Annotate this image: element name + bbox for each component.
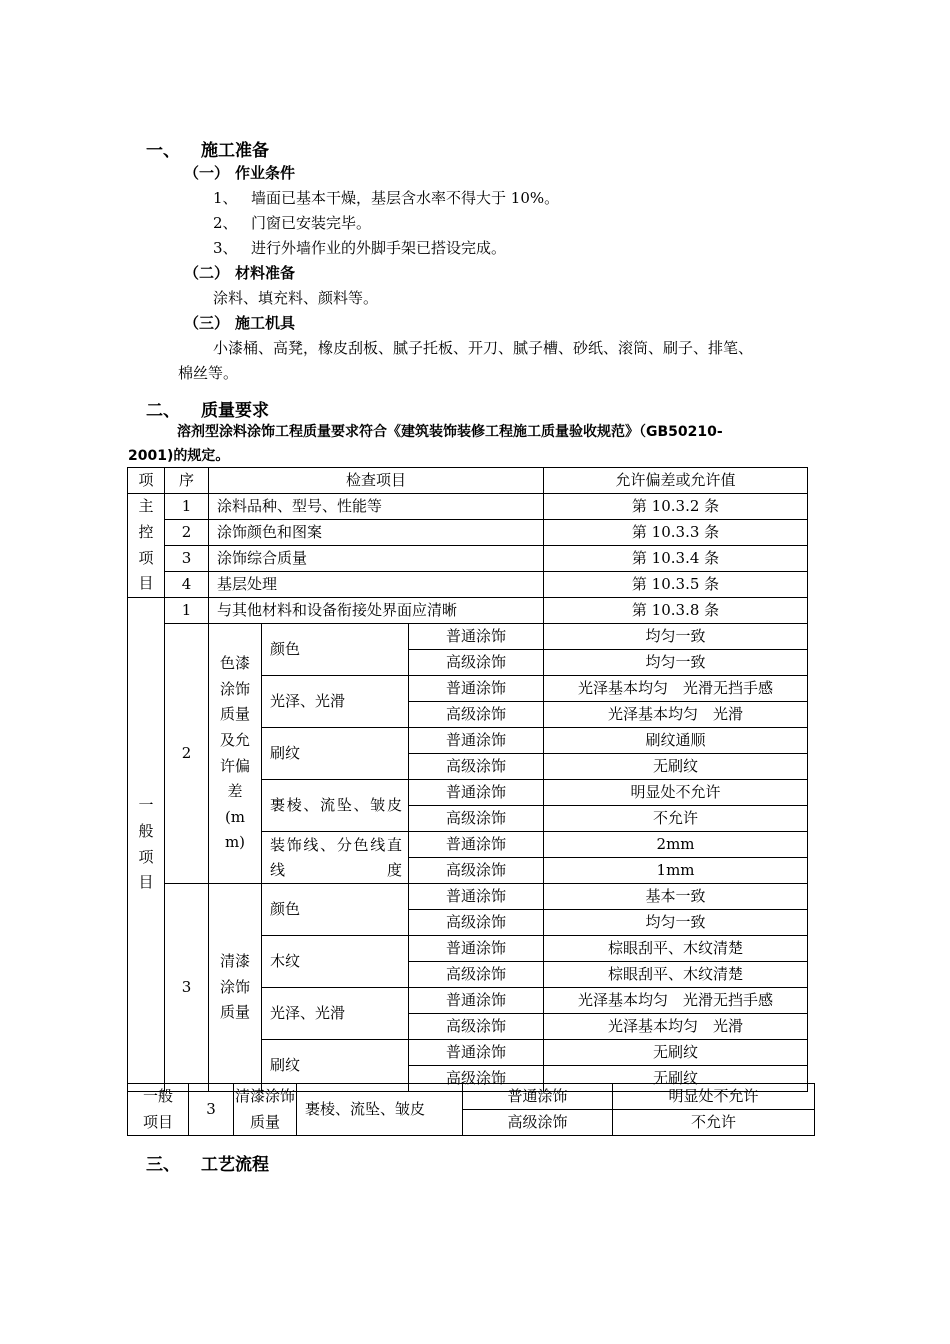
- group2-item-sag: 裹棱、流坠、皱皮: [262, 780, 409, 832]
- quality-intro-line-1: 溶剂型涂料涂饰工程质量要求符合《建筑装饰装修工程施工质量验收规范》（GB50210-: [177, 424, 723, 440]
- group2-sag-high: 不允许: [544, 806, 808, 832]
- grade-high: 高级涂饰: [463, 1110, 613, 1136]
- continuation-table: [127, 1083, 815, 1136]
- grade-high: 高级涂饰: [409, 650, 544, 676]
- group3-item-color: 颜色: [262, 884, 409, 936]
- table-row: [128, 572, 808, 598]
- sub3-number: （三）: [184, 314, 230, 332]
- grade-high: 高级涂饰: [409, 806, 544, 832]
- section2-title: 质量要求: [201, 401, 269, 421]
- group2-item-color: 颜色: [262, 624, 409, 676]
- table-row: [128, 494, 808, 520]
- section3-number: 三、: [146, 1155, 180, 1175]
- group3-item-gloss: 光泽、光滑: [262, 988, 409, 1040]
- table-row: [128, 598, 808, 624]
- group3-color-normal: 基本一致: [544, 884, 808, 910]
- condition-1-text: 墙面已基本干燥，基层含水率不得大于 10%。: [251, 189, 560, 207]
- group2-item-straightness: 装饰线、分色线直线度: [262, 832, 409, 884]
- section3-title: 工艺流程: [201, 1155, 269, 1175]
- extra-seq: 3: [189, 1084, 234, 1136]
- grade-normal: 普通涂饰: [409, 988, 544, 1014]
- group2-color-high: 均匀一致: [544, 650, 808, 676]
- header-check-item: 检查项目: [209, 468, 544, 494]
- group2-color-normal: 均匀一致: [544, 624, 808, 650]
- main-seq-3: 3: [165, 546, 209, 572]
- grade-normal: 普通涂饰: [409, 1040, 544, 1066]
- sub3-title: 施工机具: [235, 314, 296, 332]
- sub2-title: 材料准备: [235, 264, 296, 282]
- grade-high: 高级涂饰: [409, 1014, 544, 1040]
- group2-brush-normal: 刷纹通顺: [544, 728, 808, 754]
- quality-intro-line-2: 2001)的规定。: [128, 448, 230, 464]
- extra-label: 清漆涂饰质量: [234, 1084, 297, 1136]
- table-row: [128, 520, 808, 546]
- group2-item-gloss: 光泽、光滑: [262, 676, 409, 728]
- condition-3-text: 进行外墙作业的外脚手架已搭设完成。: [251, 239, 507, 257]
- grade-high: 高级涂饰: [409, 702, 544, 728]
- condition-1-num: 1、: [213, 189, 238, 207]
- condition-2-text: 门窗已安装完毕。: [251, 214, 372, 232]
- grade-normal: 普通涂饰: [409, 832, 544, 858]
- general-item-1: 与其他材料和设备衔接处界面应清晰: [209, 598, 544, 624]
- group3-item-grain: 木纹: [262, 936, 409, 988]
- grade-normal: 普通涂饰: [463, 1084, 613, 1110]
- tools-line-1: 小漆桶、高凳，橡皮刮板、腻子托板、开刀、腻子槽、砂纸、滚筒、刷子、排笔、: [213, 339, 754, 357]
- grade-high: 高级涂饰: [409, 858, 544, 884]
- sub1-number: （一）: [184, 164, 230, 182]
- group3-grain-normal: 棕眼刮平、木纹清楚: [544, 936, 808, 962]
- table-row: [128, 624, 808, 650]
- grade-high: 高级涂饰: [409, 910, 544, 936]
- header-allowed-value: 允许偏差或允许值: [544, 468, 808, 494]
- group3-item-brush: 刷纹: [262, 1040, 409, 1092]
- condition-2-num: 2、: [213, 214, 238, 232]
- main-value-3: 第 10.3.4 条: [544, 546, 808, 572]
- grade-high: 高级涂饰: [409, 1066, 544, 1092]
- extra-high-value: 不允许: [613, 1110, 815, 1136]
- group2-sag-normal: 明显处不允许: [544, 780, 808, 806]
- group3-brush-normal: 无刷纹: [544, 1040, 808, 1066]
- section1-number: 一、: [146, 141, 180, 161]
- group2-gloss-high: 光泽基本均匀 光滑: [544, 702, 808, 728]
- main-seq-4: 4: [165, 572, 209, 598]
- group2-gloss-normal: 光泽基本均匀 光滑无挡手感: [544, 676, 808, 702]
- group3-label: 清漆涂饰质量: [209, 884, 262, 1092]
- group2-straightness-high: 1mm: [544, 858, 808, 884]
- table-row: [128, 546, 808, 572]
- group2-seq: 2: [165, 624, 209, 884]
- materials-text: 涂料、填充料、颜料等。: [213, 289, 379, 307]
- general-category: 一般项目: [128, 598, 165, 1092]
- main-value-4: 第 10.3.5 条: [544, 572, 808, 598]
- main-control-category: 主控项目: [128, 494, 165, 598]
- main-seq-2: 2: [165, 520, 209, 546]
- header-category: 项: [128, 468, 165, 494]
- main-seq-1: 1: [165, 494, 209, 520]
- section1-title: 施工准备: [201, 141, 269, 161]
- grade-high: 高级涂饰: [409, 962, 544, 988]
- condition-3-num: 3、: [213, 239, 238, 257]
- group3-color-high: 均匀一致: [544, 910, 808, 936]
- grade-normal: 普通涂饰: [409, 780, 544, 806]
- sub2-number: （二）: [184, 264, 230, 282]
- grade-normal: 普通涂饰: [409, 728, 544, 754]
- extra-item-name: 裹棱、流坠、皱皮: [297, 1084, 463, 1136]
- group3-gloss-normal: 光泽基本均匀 光滑无挡手感: [544, 988, 808, 1014]
- main-value-1: 第 10.3.2 条: [544, 494, 808, 520]
- group2-item-brush: 刷纹: [262, 728, 409, 780]
- section2-number: 二、: [146, 401, 180, 421]
- quality-table: [127, 467, 808, 1092]
- group3-grain-high: 棕眼刮平、木纹清楚: [544, 962, 808, 988]
- extra-category: 一般项目: [128, 1084, 189, 1136]
- group3-seq: 3: [165, 884, 209, 1092]
- table-header-row: [128, 468, 808, 494]
- grade-normal: 普通涂饰: [409, 676, 544, 702]
- table-row: [128, 884, 808, 910]
- grade-high: 高级涂饰: [409, 754, 544, 780]
- table-row: [128, 1084, 815, 1110]
- group3-gloss-high: 光泽基本均匀 光滑: [544, 1014, 808, 1040]
- group2-straightness-normal: 2mm: [544, 832, 808, 858]
- main-value-2: 第 10.3.3 条: [544, 520, 808, 546]
- extra-normal-value: 明显处不允许: [613, 1084, 815, 1110]
- general-seq-1: 1: [165, 598, 209, 624]
- general-value-1: 第 10.3.8 条: [544, 598, 808, 624]
- header-seq: 序: [165, 468, 209, 494]
- main-item-4: 基层处理: [209, 572, 544, 598]
- group2-label: 色漆涂饰质量及允许偏差(mm): [209, 624, 262, 884]
- main-item-1: 涂料品种、型号、性能等: [209, 494, 544, 520]
- main-item-3: 涂饰综合质量: [209, 546, 544, 572]
- sub1-title: 作业条件: [235, 164, 296, 182]
- tools-line-2: 棉丝等。: [178, 364, 239, 382]
- group2-brush-high: 无刷纹: [544, 754, 808, 780]
- grade-normal: 普通涂饰: [409, 624, 544, 650]
- grade-normal: 普通涂饰: [409, 936, 544, 962]
- group3-brush-high: 无刷纹: [544, 1066, 808, 1092]
- grade-normal: 普通涂饰: [409, 884, 544, 910]
- main-item-2: 涂饰颜色和图案: [209, 520, 544, 546]
